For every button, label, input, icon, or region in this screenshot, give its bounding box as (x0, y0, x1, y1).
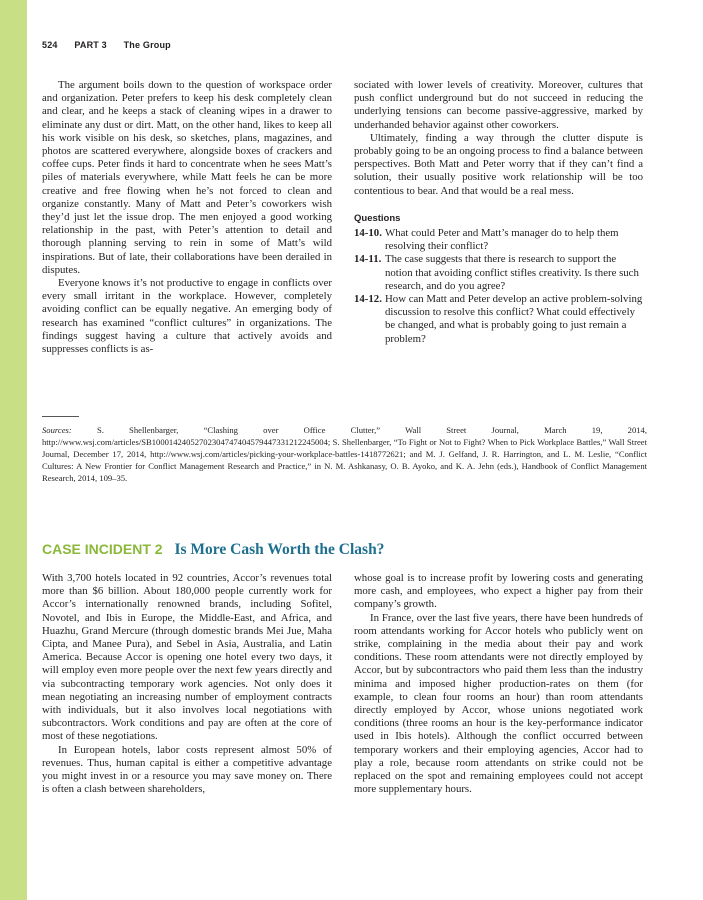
question-number: 14-12. (354, 293, 382, 306)
question-item (354, 253, 643, 293)
paragraph: In European hotels, labor costs represent almost 50% of revenues. Thus, human capital is either a competitive advantage you might invest in or a resource you may save money on. There is often a clash between shareholders, (42, 743, 332, 796)
running-header (42, 40, 185, 50)
top-left-column (42, 79, 332, 356)
question-item (354, 293, 643, 346)
case-label: CASE INCIDENT 2 (42, 541, 163, 557)
page-number: 524 (42, 40, 58, 50)
top-right-column (354, 79, 643, 346)
case-heading (42, 541, 384, 559)
question-text: The case suggests that there is research to support the notion that avoiding conflict stifles creativity. Is there such research, and do you agree? (385, 253, 639, 292)
margin-bar (0, 0, 27, 900)
sources-label: Sources: (42, 425, 72, 435)
questions-heading: Questions (354, 212, 401, 224)
part-title: The Group (123, 40, 171, 50)
paragraph: In France, over the last five years, there have been hundreds of room attendants working for Accor hotels who publicly went on strike, complaining in the media about their pay and work conditions. These room attendants were not directly employed by Accor, but by subcontractors who paid them less than the industry minima and imposed higher production-rates on them (for example, to clean four rooms an hour) than room attendants directly employed by Accor, whose unions negotiated work conditions (three rooms an hour is the key-performance indicator used in Ibis hotels). Although the conflict occurred between temporary workers and their employing agencies, Accor had to play a role, because room attendants on strike could not be replaced on the spot and remaining employees could not accept more supplementary hours. (354, 611, 643, 796)
question-text: How can Matt and Peter develop an active problem-solving discussion to resolve this conflict? What could effectively be changed, and what is probably going to just remain a problem? (385, 293, 643, 345)
bottom-left-column (42, 572, 332, 796)
question-number: 14-11. (354, 253, 382, 266)
paragraph: whose goal is to increase profit by lowering costs and generating more cash, and employees, who expect a higher pay from their company’s growth. (354, 572, 643, 611)
question-text: What could Peter and Matt’s manager do to help them resolving their conflict? (385, 227, 619, 253)
question-item (354, 227, 643, 253)
paragraph: Everyone knows it’s not productive to engage in conflicts over every small irritant in the workplace. However, completely avoiding conflict can be equally negative. An emerging body of research has examined “conflict cultures” in organizations. The findings suggest having a culture that actively avoids and suppresses conflicts is as- (42, 277, 332, 356)
paragraph: The argument boils down to the question of workspace order and organization. Peter prefers to keep his desk completely clean and clear, and he keeps a stack of cleaning wipes in a drawer to eliminate any dust or dirt. Matt, on the other hand, likes to keep all his work visible on his desk, so sketches, plans, magazines, and photos are scattered everywhere, alongside boxes of crackers and coffee cups. Peter finds it hard to concentrate when he sees Matt’s piles of materials everywhere, while Matt feels he can be more creative and free flowing when he’s not forced to clean and organize constantly. Many of Matt and Peter’s coworkers wish they’d just let the issue drop. The men enjoyed a good working relationship in the past, with Peter’s attention to detail and thorough planning serving to rein in some of Matt’s wild inspirations. But of late, their collaborations have been derailed in disputes. (42, 79, 332, 276)
paragraph: Ultimately, finding a way through the clutter dispute is probably going to be an ongoing process to find a balance between perspectives. Both Matt and Peter worry that if they can’t find a solution, their usually positive work relationship will be too contentious to bear. And that would be a real mess. (354, 131, 643, 197)
sources-note (42, 424, 647, 484)
paragraph: sociated with lower levels of creativity. Moreover, cultures that push conflict underground but do not succeed in reducing the underlying tensions can become passive-aggressive, marked by underhanded behavior against other coworkers. (354, 79, 643, 131)
case-title: Is More Cash Worth the Clash? (174, 541, 385, 558)
sources-divider (42, 416, 79, 417)
question-number: 14-10. (354, 227, 382, 240)
part-label: PART 3 (74, 40, 107, 50)
bottom-right-column (354, 572, 643, 796)
sources-text: S. Shellenbarger, “Clashing over Office Clutter,” Wall Street Journal, March 19, 2014, http://www.wsj.com/articles/SB10001424052702304747404579447331212245004; S. Shellenbarger, “To Fight or Not to Fight? When to Pick Workplace Battles,” Wall Street Journal, December 17, 2014, http://www.wsj.com/articles/picking-your-workplace-battles-1418772621; and M. J. Gelfand, J. R. Harrington, and L. M. Leslie, “Conflict Cultures: A New Frontier for Conflict Management Research and Practice,” in N. M. Ashkanasy, O. B. Ayoko, and K. A. Jehn (eds.), Handbook of Conflict Management Research, 2014, 109–35. (42, 425, 647, 483)
paragraph: With 3,700 hotels located in 92 countries, Accor’s revenues total more than $6 billion. About 180,000 people currently work for Accor’s internationally renowned brands, including Sofitel, Novotel, and Ibis in Europe, the Middle-East, and Africa, and Huazhu, Grand Mercure (through domestic brands Mei Jue, Maha Cipta, and Manee Pura), and Sebel in Asia, Australia, and Latin America. Because Accor is opening one hotel every two days, it will employ even more people over the next few years directly and via subcontracting temporary work agencies. Not only does it mean negotiating an increasing number of employment contracts with individuals, but it also involves local negotiations with subcontractors. Work conditions and pay are often at the core of most of these negotiations. (42, 572, 332, 743)
